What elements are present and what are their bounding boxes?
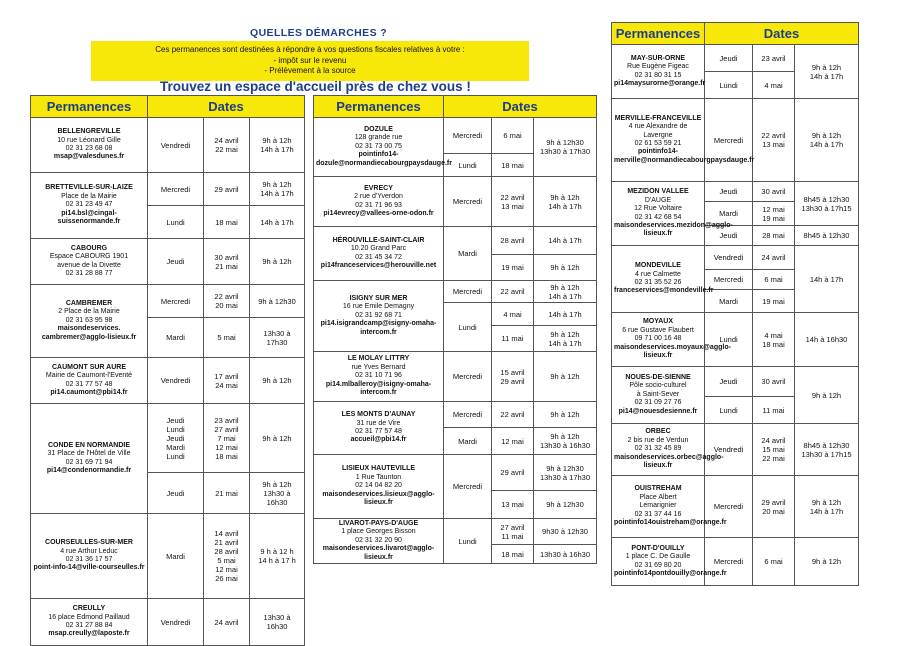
hours-cell: 9h à 12h30 13h30 à 17h30 [534,118,597,177]
weekday-cell: Mercredi [444,118,492,154]
location-email: pointinfo14ouistreham@orange.fr [614,519,727,527]
table-row [31,239,305,285]
dates-cell: 17 avril 24 mai [204,358,250,404]
hours-cell: 9h à 12h 14h à 17h [250,118,305,173]
weekday-cell: Mardi [444,227,492,281]
weekday-cell: Mercredi [705,476,753,538]
dates-cell: 24 avril 15 mai 22 mai [753,424,795,476]
location-email: point-info-14@ville-courseulles.fr [33,564,145,572]
table-row [314,402,597,428]
location-email: pi14.mlballeroy@isigny-omaha-intercom.fr [325,380,432,397]
hours-cell: 9h à 12h 14h à 17h [795,45,859,99]
location-name: CAUMONT SUR AURE [51,363,127,371]
table-row [314,352,597,402]
location-cell [314,519,444,564]
location-cell [612,424,724,476]
hours-cell: 9 h à 12 h 14 h à 17 h [250,514,305,599]
hours-cell: 9h à 12h 14h à 17h [795,99,859,182]
location-address: 10 rue Léonard Gille 02 31 23 68 08 [57,136,121,152]
weekday-cell: Lundi [444,519,492,564]
header-dates: Dates [705,23,859,45]
dates-cell: 28 mai [753,226,795,246]
location-name: LIVAROT-PAYS-D'AUGE [338,520,419,527]
table-row [612,424,859,476]
weekday-cell: Mercredi [444,281,492,303]
location-cell [612,367,705,424]
location-cell [314,455,444,519]
dates-cell: 6 mai [492,118,534,154]
location-email: maisondeservices.livarot@agglo-lisieux.fr [322,545,435,561]
location-email: pi14.isigrandcamp@isigny-omaha-intercom.fr [320,320,437,336]
permanences-table-2 [313,95,597,564]
hours-cell: 14h à 17h [795,246,859,313]
hours-cell: 8h45 à 12h30 13h30 à 17h15 [795,424,859,476]
hours-cell: 9h à 12h [795,538,859,586]
hours-cell: 9h à 12h30 13h30 à 17h30 [534,455,597,491]
location-address: 16 place Edmond Paillaud 02 31 27 88 84 [48,613,130,629]
dates-cell: 24 avril 22 mai [204,118,250,173]
location-cell [31,514,148,599]
location-cell [314,118,452,177]
dates-cell: 22 avril 13 mai [753,99,795,182]
location-name: MERVILLE-FRANCEVILLE [614,114,702,122]
location-email: pi14@condenormandie.fr [46,466,132,474]
location-email: msap@valesdunes.fr [53,153,125,161]
dates-cell: 6 mai [753,538,795,586]
table-row [314,227,597,255]
location-name: LISIEUX HAUTEVILLE [341,465,416,473]
weekday-cell: Lundi [705,397,753,424]
dates-cell: 19 mai [492,255,534,281]
location-name: OUISTREHAM [634,485,682,493]
weekday-cell: Mercredi [444,177,492,227]
weekday-cell: Mercredi [444,455,492,519]
hours-cell: 9h à 12h 14h à 17h [534,177,597,227]
table-row [612,476,859,538]
location-address: rue Yves Bernard 02 31 10 71 96 [351,363,406,380]
dates-cell: 18 mai [492,154,534,177]
hours-cell: 9h à 12h [795,367,859,424]
weekday-cell: Lundi [444,303,492,352]
table-row [612,367,859,397]
location-email: pi14.caumont@pbi14.fr [50,388,128,396]
location-cell [31,599,148,646]
hours-cell: 14h à 17h [534,227,597,255]
location-cell [314,281,444,352]
weekday-cell: Jeudi Lundi Jeudi Mardi Lundi [148,404,204,473]
location-email: pi14evrecy@vallees-orne-odon.fr [323,209,434,217]
dates-cell: 30 avril 21 mai [204,239,250,285]
hours-cell: 9h à 12h [250,404,305,473]
weekday-cell: Mardi [148,514,204,599]
dates-cell: 30 avril [753,367,795,397]
dates-cell: 28 avril [492,227,534,255]
location-cell [612,476,727,538]
weekday-cell: Jeudi [705,182,753,202]
dates-cell: 24 avril [204,599,250,646]
dates-cell: 13 mai [492,491,534,519]
weekday-cell: Vendredi [148,599,204,646]
weekday-cell: Jeudi [148,239,204,285]
location-address: 2 rue d'Yverdon 02 31 71 96 93 [354,193,403,209]
subtitle: Trouvez un espace d'accueil près de chez vous ! [160,79,471,94]
location-address: 31 rue de Vire 02 31 77 57 48 [355,419,402,435]
dates-cell: 22 avril 20 mai [204,285,250,318]
weekday-cell: Mardi [705,202,753,226]
location-email: pi14@nouesdesienne.fr [618,407,698,415]
dates-cell: 15 avril 29 avril [492,352,534,402]
dates-cell: 30 avril [753,182,795,202]
weekday-cell: Mardi [148,318,204,358]
weekday-cell: Mercredi [444,402,492,428]
dates-cell: 4 mai 18 mai [753,313,795,367]
hours-cell: 14h à 16h30 [795,313,859,367]
header-permanences: Permanences [612,23,705,45]
dates-cell: 18 mai [492,545,534,564]
table-row [31,599,305,646]
location-email: maisondeservices.mezidon@agglo-lisieux.fr [614,221,733,238]
location-address: 10.20 Grand Parc 02 31 45 34 72 [350,245,407,261]
dates-cell: 22 avril [492,281,534,303]
table-row [31,173,305,206]
location-name: CABOURG [70,244,108,252]
location-email: maisondeservices.orbec@agglo-lisieux.fr [614,453,724,470]
location-cell [31,358,148,404]
weekday-cell: Vendredi [705,246,753,270]
location-email: pointinfo14-dozule@normandiecabourgpaysdauge.fr [316,151,452,167]
location-email: pointinfo14pontdouilly@orange.fr [614,569,727,577]
weekday-cell: Vendredi [705,424,753,476]
dates-cell: 14 avril 21 avril 28 avril 5 mai 12 mai 26 mai [204,514,250,599]
location-cell [612,246,714,313]
dates-cell: 18 mai [204,206,250,239]
weekday-cell: Jeudi [148,473,204,514]
location-name: MOYAUX [642,318,674,326]
weekday-cell: Mercredi [705,270,753,290]
dates-cell: 24 avril [753,246,795,270]
table-row [31,514,305,599]
table-row [612,99,859,182]
hours-cell: 9h à 12h 14h à 17h [534,326,597,352]
location-cell [314,352,444,402]
location-address: Pôle socio-culturel à Saint-Sever 02 31 09 27 76 [629,382,687,407]
weekday-cell: Jeudi [705,45,753,72]
dates-cell: 29 avril [204,173,250,206]
dates-cell: 27 avril 11 mai [492,519,534,545]
location-name: PONT-D'OUILLY [631,544,685,552]
header-dates: Dates [444,96,597,118]
table-row [314,455,597,491]
location-address: 1 Rue Taunton 02 14 04 82 20 [355,473,402,490]
location-name: LES MONTS D'AUNAY [341,411,416,419]
hours-cell: 14h à 17h [250,206,305,239]
hours-cell: 9h à 12h [250,358,305,404]
table-row [612,182,859,202]
location-email: pi14maysurorne@orange.fr [614,79,706,87]
page-title: QUELLES DÉMARCHES ? [250,27,388,39]
weekday-cell: Mercredi [444,352,492,402]
location-cell [31,404,148,514]
location-name: BRETTEVILLE-SUR-LAIZE [45,184,133,192]
hours-cell: 9h à 12h [534,352,597,402]
hours-cell: 9h à 12h 13h30 à 16h30 [250,473,305,514]
location-cell [31,118,148,173]
location-name: MONDEVILLE [635,262,681,270]
location-email: pi14franceservices@herouville.net [320,261,437,269]
dates-cell: 22 avril 13 mai [492,177,534,227]
weekday-cell: Mardi [705,290,753,313]
location-email: maisondeservices.lisieux@agglo-lisieux.fr [322,490,435,507]
header-permanences: Permanences [314,96,444,118]
hours-cell: 13h30 à 16h30 [534,545,597,564]
weekday-cell: Mercredi [148,173,204,206]
intro-line: - Prélèvement à la source [264,66,356,75]
table-row [31,118,305,173]
hours-cell: 13h30 à 16h30 [250,599,305,646]
location-name: CAMBREMER [65,299,113,307]
dates-cell: 4 mai [492,303,534,326]
location-name: ISIGNY SUR MER [349,294,408,302]
weekday-cell: Mercredi [705,99,753,182]
location-name: COURSEULLES-SUR-MER [45,539,133,547]
table-row [31,358,305,404]
table-row [612,313,859,367]
weekday-cell: Lundi [148,206,204,239]
location-name: ORBEC [645,428,671,436]
location-address: 1 place C. De Gaulle 02 31 69 80 20 [625,553,691,569]
hours-cell: 9h à 12h30 [534,491,597,519]
intro-line: - impôt sur le revenu [273,55,347,65]
location-address: 31 Place de l'Hôtel de Ville 02 31 69 71 94 [47,450,131,466]
location-name: NOUES-DE-SIENNE [625,373,691,381]
table-row [31,404,305,473]
weekday-cell: Vendredi [148,358,204,404]
location-cell [612,538,727,586]
location-name: LE MOLAY LITTRY [347,355,410,363]
location-address: 4 rue Calmette 02 31 35 52 26 [634,270,682,286]
location-name: DOZULE [364,125,393,133]
permanences-table-1 [30,95,305,646]
table-row [314,177,597,227]
weekday-cell: Lundi [444,154,492,177]
location-name: MAY-SUR-ORNE [630,54,686,62]
table-row [314,118,597,154]
weekday-cell: Lundi [705,313,753,367]
hours-cell: 13h30 à 17h30 [250,318,305,358]
table-row [612,45,859,72]
location-cell [314,177,444,227]
location-address: Rue Eugène Figeac 02 31 80 31 15 [627,63,689,79]
hours-cell: 9h à 12h [250,239,305,285]
location-email: msap.creully@laposte.fr [48,630,130,638]
dates-cell: 29 avril 20 mai [753,476,795,538]
dates-cell: 6 mai [753,270,795,290]
dates-cell: 11 mai [753,397,795,424]
location-cell [31,285,148,358]
location-email: maisondeservices.moyaux@agglo-lisieux.fr [614,343,731,360]
dates-cell: 29 avril [492,455,534,491]
dates-cell: 12 mai [492,428,534,455]
location-email: maisondeservices. cambremer@agglo-lisieux.fr [41,325,137,341]
weekday-cell: Jeudi [705,226,753,246]
hours-cell: 9h à 12h 14h à 17h [795,476,859,538]
dates-cell: 23 avril [753,45,795,72]
weekday-cell: Mardi [444,428,492,455]
location-email: pi14.bsl@cingal-suissenormande.fr [57,209,121,226]
intro-box [91,41,529,81]
weekday-cell: Mercredi [705,538,753,586]
dates-cell: 19 mai [753,290,795,313]
intro-line: Ces permanences sont destinées à répondre à vos questions fiscales relatives à votre : [155,45,465,54]
location-address: D'AUGE 12 Rue Voltaire 02 31 42 68 54 [634,196,682,221]
location-address: 1 place Georges Bisson 02 31 32 20 90 [341,528,416,544]
location-name: CONDE EN NORMANDIE [47,441,131,449]
hours-cell: 9h à 12h [534,402,597,428]
weekday-cell: Jeudi [705,367,753,397]
location-name: EVRECY [364,184,393,192]
location-address: Mairie de Caumont-l'Eventé 02 31 77 57 48 [45,372,133,388]
location-name: MEZIDON VALLEE [627,188,689,196]
hours-cell: 9h à 12h 14h à 17h [250,173,305,206]
location-name: CREULLY [72,605,106,613]
location-address: 4 rue Alexandre de Lavergne 02 61 53 59 21 [628,123,688,147]
dates-cell: 21 mai [204,473,250,514]
hours-cell: 14h à 17h [534,303,597,326]
location-address: 6 rue Gustave Flaubert 09 71 00 16 48 [622,326,694,343]
location-email: franceservices@mondeville.fr [614,287,714,295]
weekday-cell: Vendredi [148,118,204,173]
location-address: 2 bis rue de Verdun 02 31 32 45 89 [627,436,689,453]
hours-cell: 9h à 12h 13h30 à 16h30 [534,428,597,455]
location-cell [31,173,148,239]
dates-cell: 12 mai 19 mai [753,202,795,226]
location-address: 128 grande rue 02 31 73 00 75 [354,134,403,150]
hours-cell: 9h à 12h 14h à 17h [534,281,597,303]
table-row [31,285,305,318]
location-address: Place Albert Lemarignier 02 31 37 44 16 [634,493,682,518]
hours-cell: 9h30 à 12h30 [534,519,597,545]
table-row [612,246,859,270]
weekday-cell: Lundi [705,72,753,99]
location-name: BELLENGREVILLE [57,128,121,136]
location-name: HÉROUVILLE-SAINT-CLAIR [332,236,425,244]
location-email: pointinfo14-merville@normandiecabourgpaysdauge.fr [614,148,755,164]
location-email: accueil@pbi14.fr [350,436,407,444]
hours-cell: 8h45 à 12h30 [795,226,859,246]
header-dates: Dates [148,96,305,118]
dates-cell: 23 avril 27 avril 7 mai 12 mai 18 mai [204,404,250,473]
dates-cell: 22 avril [492,402,534,428]
dates-cell: 4 mai [753,72,795,99]
location-address: Espace CABOURG 1901 avenue de la Divette 02 31 28 88 77 [49,253,129,277]
header-permanences: Permanences [31,96,148,118]
location-cell [612,45,705,99]
location-cell [31,239,148,285]
dates-cell: 11 mai [492,326,534,352]
location-address: 4 rue Arthur Leduc 02 31 36 17 57 [60,547,118,563]
permanences-table-3 [611,22,859,586]
location-address: 16 rue Emile Demagny 02 31 92 68 71 [342,303,415,319]
table-row [612,538,859,586]
weekday-cell: Mercredi [148,285,204,318]
location-cell [314,402,444,455]
dates-cell: 5 mai [204,318,250,358]
location-cell [314,227,444,281]
hours-cell: 9h à 12h30 [250,285,305,318]
hours-cell: 9h à 12h [534,255,597,281]
hours-cell: 8h45 à 12h30 13h30 à 17h15 [795,182,859,226]
table-row [314,519,597,545]
location-address: Place de la Mairie 02 31 23 49 47 [61,192,117,209]
location-address: 2 Place de la Mairie 02 31 63 95 98 [58,308,120,324]
table-row [314,281,597,303]
